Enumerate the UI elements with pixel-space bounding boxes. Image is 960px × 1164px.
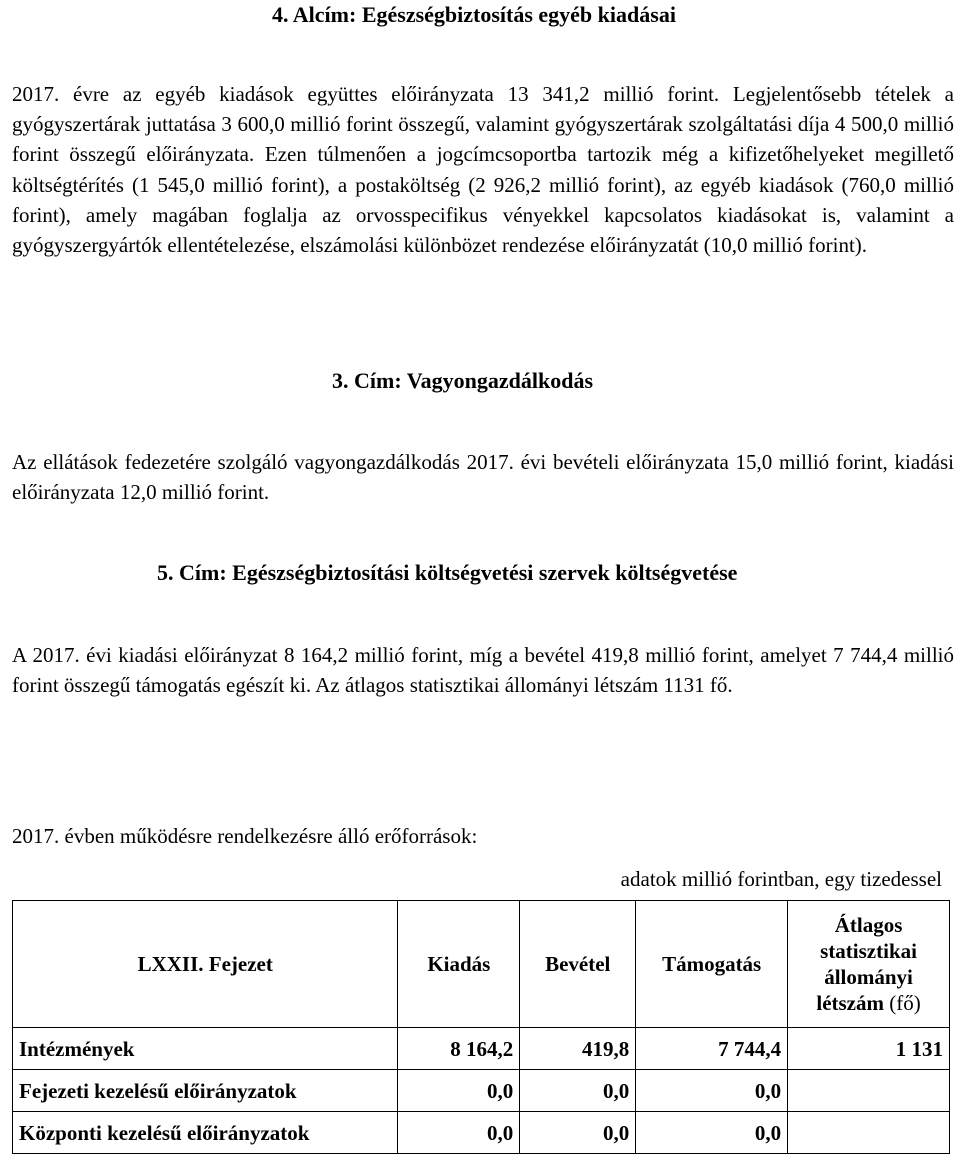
section-4-paragraph: 2017. évre az egyéb kiadások együttes előirányzata 13 341,2 millió forint. Legjelentősebb tételek a gyógyszertárak juttatása 3 600,0 millió forint összegű, valamint gyógyszertárak szolgáltatási díja 4 500,0 millió forint összegű előirányzata. Ezen túlmenően a jogcímcsoportba tartozik még a kifizetőhelyeket megillető költségtérítés (1 545,0 millió forint), a postaköltség (2 926,2 millió forint), az egyéb kiadások (760,0 millió forint), amely magában foglalja az orvosspecifikus vényekkel kapcsolatos kiadásokat is, valamint a gyógyszergyártók ellentételezése, elszámolási különbözet rendezése előirányzatát (10,0 millió forint).	[12, 82, 954, 258]
row-label: Intézmények	[13, 1028, 398, 1070]
section-5-heading: 5. Cím: Egészségbiztosítási költségvetési szervek költségvetése	[157, 560, 738, 585]
row-expense: 8 164,2	[398, 1028, 520, 1070]
table-header-row	[13, 901, 950, 1028]
header-headcount-unit: (fő)	[889, 991, 921, 1015]
row-support: 0,0	[636, 1070, 788, 1112]
row-revenue: 0,0	[520, 1112, 636, 1154]
row-label: Központi kezelésű előirányzatok	[13, 1112, 398, 1154]
row-label: Fejezeti kezelésű előirányzatok	[13, 1070, 398, 1112]
row-revenue: 0,0	[520, 1070, 636, 1112]
row-headcount: 1 131	[788, 1028, 950, 1070]
row-revenue: 419,8	[520, 1028, 636, 1070]
resources-table	[12, 900, 950, 1154]
section-5-paragraph: A 2017. évi kiadási előirányzat 8 164,2 millió forint, míg a bevétel 419,8 millió forint, amelyet 7 744,4 millió forint összegű támogatás egészít ki. Az átlagos statisztikai állományi létszám 1131 fő.	[12, 643, 954, 698]
table-row	[13, 1070, 950, 1112]
section-3-paragraph: Az ellátások fedezetére szolgáló vagyongazdálkodás 2017. évi bevételi előirányzata 15,0 millió forint, kiadási előirányzata 12,0 millió forint.	[12, 450, 954, 505]
table-row	[13, 1028, 950, 1070]
header-support: Támogatás	[636, 901, 788, 1028]
table-row	[13, 1112, 950, 1154]
resources-intro: 2017. évben működésre rendelkezésre álló erőforrások:	[12, 824, 478, 848]
row-headcount	[788, 1070, 950, 1112]
header-revenue: Bevétel	[520, 901, 636, 1028]
unit-note: adatok millió forintban, egy tizedessel	[620, 867, 942, 891]
row-expense: 0,0	[398, 1070, 520, 1112]
section-4-heading: 4. Alcím: Egészségbiztosítás egyéb kiadásai	[272, 2, 676, 27]
row-support: 7 744,4	[636, 1028, 788, 1070]
header-headcount	[788, 901, 950, 1028]
header-chapter: LXXII. Fejezet	[13, 901, 398, 1028]
header-expense: Kiadás	[398, 901, 520, 1028]
row-support: 0,0	[636, 1112, 788, 1154]
row-headcount	[788, 1112, 950, 1154]
row-expense: 0,0	[398, 1112, 520, 1154]
header-headcount-label: Átlagos statisztikai állományi létszám	[816, 913, 917, 1015]
section-3-heading: 3. Cím: Vagyongazdálkodás	[332, 368, 594, 393]
